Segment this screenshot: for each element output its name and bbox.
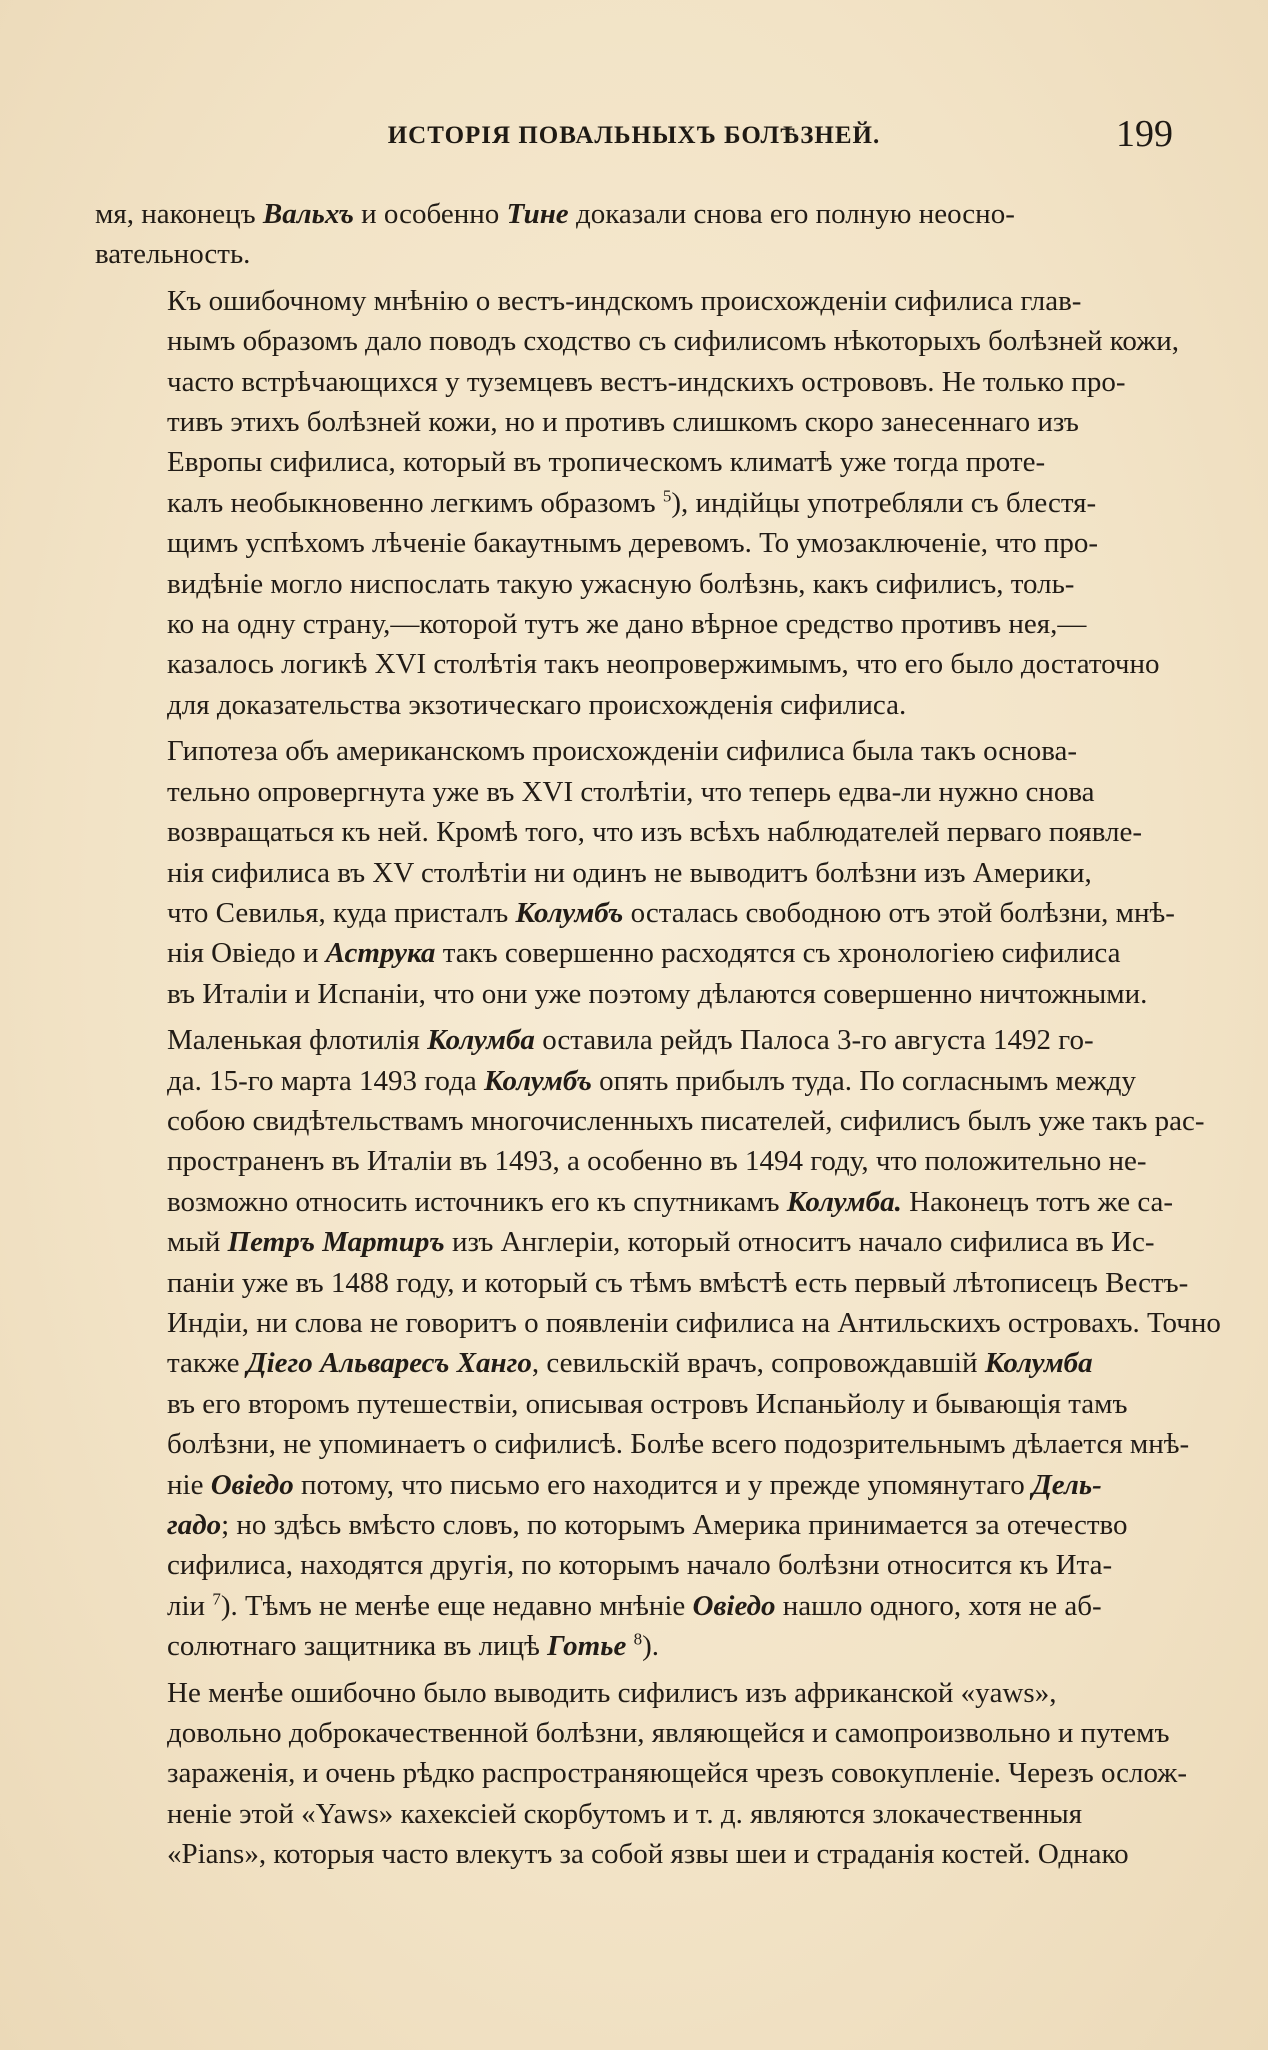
text-line: мя, наконецъ Вальхъ и особенно Тине доказали снова его полную неосно- — [95, 198, 1015, 230]
text-line: «Pians», которыя часто влекутъ за собой язвы шеи и страданія костей. Однако — [167, 1838, 1129, 1871]
text-line: Гипотеза объ американскомъ происхожденіи сифилиса была такъ основа- — [167, 735, 1078, 768]
text-line: ліи $^7$). Тѣмъ не менѣе еще недавно мнѣніе Овіедо нашло одного, хотя не аб- — [167, 1589, 1102, 1622]
text-line: также Діего Альваресъ Ханго, севильскій врачъ, сопровождавшій Колумба — [167, 1347, 1093, 1380]
text-line: пространенъ въ Италіи въ 1493, а особенно въ 1494 году, что положительно не- — [167, 1145, 1147, 1178]
running-title: ИСТОРІЯ ПОВАЛЬНЫХЪ БОЛѢЗНЕЙ. — [387, 122, 881, 149]
paragraph — [95, 1673, 1187, 1875]
text-line: калъ необыкновенно легкимъ образомъ $^5$), индійцы употребляли съ блестя- — [167, 486, 1097, 519]
text-line: Европы сифилиса, который въ тропическомъ климатѣ уже тогда проте- — [167, 446, 1046, 479]
text-line: солютнаго защитника въ лицѣ Готье $^8$). — [167, 1629, 659, 1663]
text-line: гадо; но здѣсь вмѣсто словъ, по которымъ Америка принимается за отечество — [167, 1509, 1128, 1541]
text-line: въ Италіи и Испаніи, что они уже поэтому дѣлаются совершенно ничтожными. — [167, 977, 1148, 1010]
text-line: нія Овіедо и Аструка такъ совершенно расходятся съ хронологіею сифилиса — [167, 937, 1121, 970]
text-line: тивъ этихъ болѣзней кожи, но и противъ слишкомъ скоро занесеннаго изъ — [167, 406, 1079, 439]
text-line: довольно доброкачественной болѣзни, являющейся и самопроизвольно и путемъ — [167, 1717, 1170, 1750]
text-line: казалось логикѣ XVI столѣтія такъ неопровержимымъ, что его было достаточно — [167, 648, 1160, 681]
text-line: часто встрѣчающихся у туземцевъ вестъ-индскихъ острововъ. Не только про- — [167, 365, 1126, 398]
paragraph — [95, 731, 1173, 1014]
text-line: Не менѣе ошибочно было выводить сифилисъ изъ африканской «yaws», — [167, 1676, 1057, 1709]
page-number: 199 — [1116, 113, 1173, 155]
text-line: тельно опровергнута уже въ XVI столѣтіи, что теперь едва-ли нужно снова — [167, 775, 1095, 808]
text-line: щимъ успѣхомъ лѣченіе бакаутнымъ деревомъ. То умозаключеніе, что про- — [167, 527, 1099, 560]
text-line: зараженія, и очень рѣдко распространяющейся чрезъ совокупленіе. Черезъ ослож- — [167, 1757, 1187, 1790]
text-line: нія сифилиса въ XV столѣтіи ни одинъ не выводитъ болѣзни изъ Америки, — [167, 856, 1092, 889]
text-line: паніи уже въ 1488 году, и который съ тѣмъ вмѣстѣ есть первый лѣтописецъ Вестъ- — [167, 1266, 1189, 1299]
text-line: вательность. — [95, 238, 251, 271]
text-line: возможно относить источникъ его къ спутникамъ Колумба. Наконецъ тотъ же са- — [167, 1185, 1174, 1218]
text-line: собою свидѣтельствамъ многочисленныхъ писателей, сифилисъ былъ уже такъ рас- — [167, 1104, 1205, 1137]
text-line: неніе этой «Yaws» кахексіей скорбутомъ и т. д. являются злокачественныя — [167, 1797, 1083, 1830]
text-line: Къ ошибочному мнѣнію о вестъ-индскомъ происхожденіи сифилиса глав- — [167, 284, 1082, 317]
text-line: болѣзни, не упоминаетъ о сифилисѣ. Болѣе всего подозрительнымъ дѣлается мнѣ- — [167, 1428, 1190, 1461]
text-line: ко на одну страну,—которой тутъ же дано вѣрное средство противъ нея,— — [167, 608, 1087, 641]
text-line: въ его второмъ путешествіи, описывая островъ Испаньйолу и бывающія тамъ — [167, 1387, 1128, 1420]
paragraph — [95, 281, 1179, 725]
text-line: мый Петръ Мартиръ изъ Англеріи, который относитъ начало сифилиса въ Ис- — [167, 1226, 1155, 1259]
text-line: сифилиса, находятся другія, по которымъ начало болѣзни относится къ Ита- — [167, 1549, 1113, 1582]
page-header — [95, 113, 1173, 162]
text-line: ніе Овіедо потому, что письмо его находится и у прежде упомянутаго Дель- — [167, 1468, 1102, 1501]
body-text — [95, 194, 1221, 1875]
text-line: для доказательства экзотическаго происхожденія сифилиса. — [167, 688, 907, 721]
text-line: Индіи, ни слова не говоритъ о появленіи сифилиса на Антильскихъ островахъ. Точно — [167, 1306, 1221, 1339]
paragraph — [95, 194, 1173, 275]
text-line: да. 15-го марта 1493 года Колумбъ опять прибылъ туда. По согласнымъ между — [167, 1064, 1137, 1097]
text-line: видѣніе могло ниспослать такую ужасную болѣзнь, какъ сифилисъ, толь- — [167, 567, 1075, 600]
text-line: что Севилья, куда присталъ Колумбъ осталась свободною отъ этой болѣзни, мнѣ- — [167, 896, 1175, 929]
text-line: возвращаться къ ней. Кромѣ того, что изъ всѣхъ наблюдателей перваго появле- — [167, 816, 1143, 849]
paragraph — [95, 1020, 1221, 1667]
text-line: Маленькая флотилія Колумба оставила рейдъ Палоса 3-го августа 1492 го- — [167, 1024, 1094, 1057]
text-line: нымъ образомъ дало поводъ сходство съ сифилисомъ нѣкоторыхъ болѣзней кожи, — [167, 325, 1179, 358]
